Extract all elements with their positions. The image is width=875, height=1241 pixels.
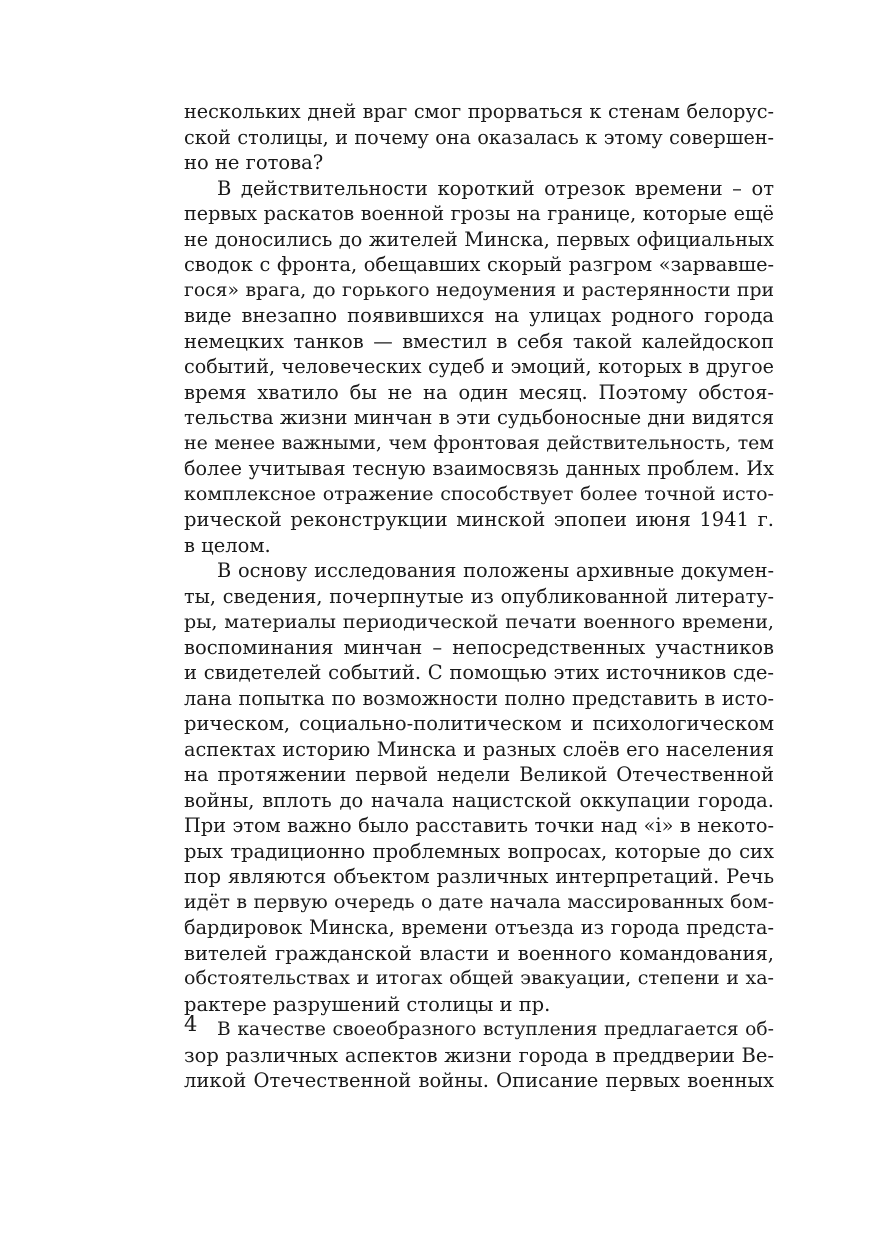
- text-line: но не готова?: [184, 151, 324, 174]
- text-line: При этом важно было расставить точки над «i» в некото-: [184, 814, 774, 837]
- text-line: ликой Отечественной войны. Описание первых военных: [184, 1069, 774, 1092]
- text-line: и свидетелей событий. С помощью этих источников сде-: [184, 661, 774, 684]
- text-line: гося» врага, до горького недоумения и растерянности при: [184, 279, 774, 301]
- paragraph-first-line: В качестве своеобразного вступления предлагается об-: [217, 1019, 774, 1040]
- text-line: в целом.: [184, 533, 271, 557]
- text-line: зор различных аспектов жизни города в преддверии Ве-: [184, 1043, 774, 1067]
- text-line: не доносились до жителей Минска, первых официальных: [184, 227, 774, 251]
- text-line: ской столицы, и почему она оказалась к этому совершен-: [184, 125, 774, 149]
- text-line: ты, сведения, почерпнутые из опубликованной литерату-: [184, 584, 774, 608]
- text-line: пор являются объектом различных интерпретаций. Речь: [184, 865, 774, 888]
- text-line: рактере разрушений столицы и пр.: [184, 992, 551, 1016]
- text-line: тельства жизни минчан в эти судьбоносные дни видятся: [184, 406, 774, 429]
- text-line: сводок с фронта, обещавших скорый разгром «зарвавше-: [184, 253, 774, 276]
- text-line: лана попытка по возможности полно представить в исто-: [184, 686, 774, 710]
- text-line: бардировок Минска, времени отъезда из города предста-: [184, 916, 774, 939]
- text-line: виде внезапно появившихся на улицах родного города: [184, 304, 774, 327]
- paragraph-first-line: В основу исследования положены архивные докумен-: [217, 559, 774, 582]
- page-number: 4: [184, 1012, 198, 1036]
- text-line: вителей гражданской власти и военного командования,: [184, 941, 774, 965]
- text-line: нескольких дней враг смог прорваться к стенам белорус-: [184, 100, 774, 123]
- text-line: событий, человеческих судеб и эмоций, которых в другое: [184, 355, 774, 378]
- text-line: не менее важными, чем фронтовая действительность, тем: [184, 431, 774, 454]
- text-line: воспоминания минчан – непосредственных участников: [184, 635, 774, 659]
- text-line: более учитывая тесную взаимосвязь данных проблем. Их: [184, 457, 774, 480]
- text-line: время хватило бы не на один месяц. Поэтому обстоя-: [184, 380, 774, 404]
- text-line: войны, вплоть до начала нацистской оккупации города.: [184, 788, 774, 812]
- text-line: ры, материалы периодической печати военного времени,: [184, 610, 774, 633]
- text-line: обстоятельствах и итогах общей эвакуации, степени и ха-: [184, 967, 774, 989]
- text-line: рых традиционно проблемных вопросах, которые до сих: [184, 839, 774, 863]
- text-line: на протяжении первой недели Великой Отечественной: [184, 763, 774, 786]
- paragraph-first-line: В действительности короткий отрезок времени – от: [217, 176, 774, 200]
- text-line: первых раскатов военной грозы на границе, которые ещё: [184, 202, 774, 225]
- text-line: комплексное отражение способствует более точной исто-: [184, 482, 774, 505]
- body-text: [184, 99, 774, 1094]
- text-line: немецких танков — вместил в себя такой калейдоскоп: [184, 329, 774, 353]
- text-line: рической реконструкции минской эпопеи июня 1941 г.: [184, 508, 774, 531]
- text-line: аспектах историю Минска и разных слоёв его населения: [184, 737, 774, 761]
- text-line: рическом, социально-политическом и психологическом: [184, 712, 774, 735]
- text-line: идёт в первую очередь о дате начала массированных бом-: [184, 890, 774, 913]
